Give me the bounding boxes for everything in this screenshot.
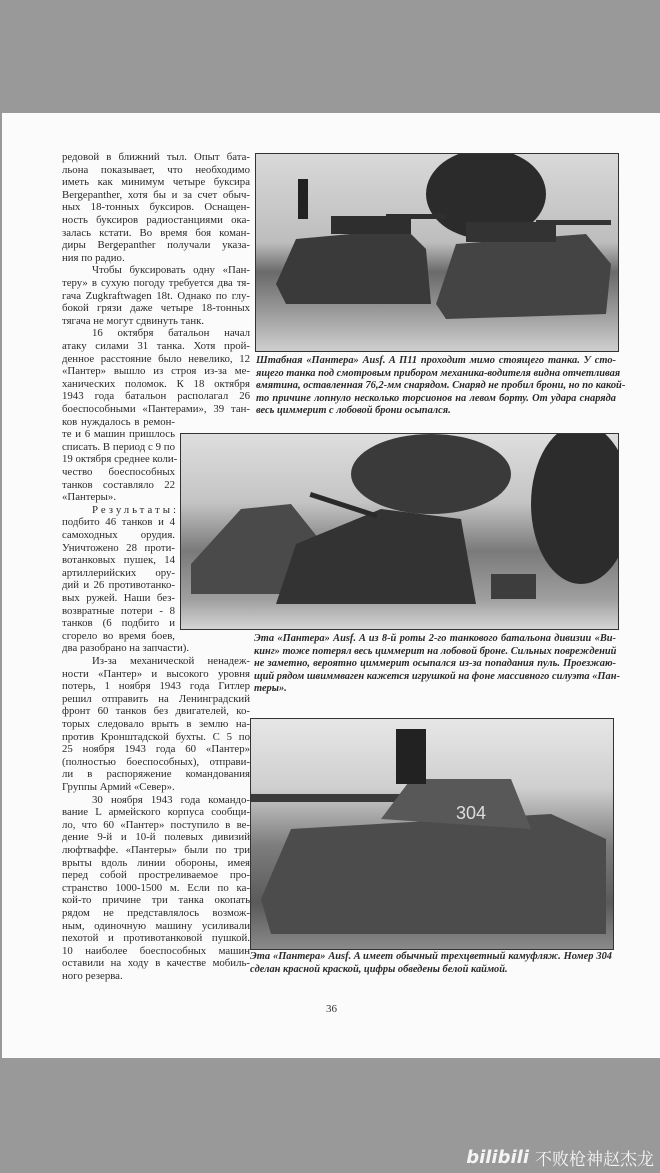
photo-caption-line: кинг» тоже потерял весь циммерит на лобовой броне. Сильных повреждений [254, 645, 617, 657]
photo-caption-line: Эта «Пантера» Ausf. A из 8-й роты 2-го танкового батальона дивизии «Ви- [254, 633, 616, 644]
text-line: люфтваффе. «Пантеры» были по три [62, 844, 250, 856]
photo-caption-line: Эта «Пантера» Ausf. A имеет обычный трехцветный камуфляж. Номер 304 [250, 951, 612, 962]
turret-number: 304 [456, 803, 487, 823]
text-line: ханических поломок. К 18 октября [62, 377, 250, 390]
tank-and-house-silhouettes [181, 434, 618, 629]
text-line: 25 ноября 1943 года 60 «Пантер» [62, 743, 250, 756]
text-line: дий и 26 противотанко- [62, 579, 175, 592]
watermark-user: 不败枪神赵杰龙 [535, 1150, 654, 1170]
text-line: «Пантеры». [62, 491, 117, 504]
photo-camouflaged-panther [250, 718, 614, 950]
text-line: списать. В период с 9 по [62, 440, 175, 453]
text-line: Группы Армий «Север». [62, 781, 175, 793]
text-line: гача Zugkraftwagen 18t. Однако по глу- [62, 289, 250, 302]
photo-viking-panther [180, 433, 619, 630]
text-line: перед собой простреливаемое про- [62, 869, 250, 882]
text-line: бокой грязи даже четыре 18-тонных [62, 302, 250, 315]
text-line: против Кронштадской бухты. С 5 по [62, 730, 250, 743]
text-line: денное расстояние было невелико, 12 [62, 352, 250, 365]
text-line: артиллерийских ору- [62, 566, 175, 579]
text-line: 1943 года батальон располагал 26 [62, 390, 250, 403]
text-line: ных 18-тонных буксиров. Оснащен- [62, 201, 250, 214]
text-line: (полностью боеспособных), отправи- [62, 755, 250, 768]
text-line: вание L армейского корпуса сообщи- [62, 806, 250, 819]
text-line: сгорело во время боев, [62, 629, 175, 642]
photo-caption-line: теры». [254, 683, 287, 695]
text-line: ного резерва. [62, 970, 123, 982]
page-number: 36 [326, 1003, 337, 1015]
tank-silhouette [251, 719, 613, 949]
text-line: ность буксиров радиостанциями ока- [62, 214, 250, 226]
text-line: самоходных орудия. [62, 529, 175, 541]
text-line: ли в распоряжение командования [62, 768, 250, 781]
text-line: фронт 60 танков без двигателей, ко- [62, 705, 250, 718]
text-line: торых следовало врыть в землю на- [62, 718, 250, 730]
text-line: странство 1000-1500 м. Если по ка- [62, 881, 250, 894]
text-line: Уничтожено 28 проти- [62, 541, 175, 554]
text-line: Чтобы буксировать одну «Пан- [92, 264, 250, 277]
text-line: танков составляло 22 [62, 478, 175, 491]
text-line: 10 наиболее боеспособных машин [62, 944, 250, 957]
text-line: подбито 46 танков и 4 [62, 516, 175, 529]
text-line: ным, одиночную машину усиливали [62, 919, 250, 932]
photo-caption-line: весь циммерит с лобовой брони осыпался. [256, 405, 451, 417]
text-line: возвратные потери - 8 [62, 604, 175, 617]
text-line: вотанковых пушек, 14 [62, 554, 175, 567]
text-line: вых ружей. Наши без- [62, 592, 175, 604]
text-line: Bergepanther, хотя бы и за счет обыч- [62, 188, 250, 201]
text-line: ло, что 60 «Пантер» поступило в ве- [62, 818, 250, 831]
text-line: пехотой и противотанковой пушкой. [62, 932, 250, 945]
text-line: рядом не представлялось возмож- [62, 907, 250, 919]
text-line: диры Bergepanther получали указа- [62, 239, 250, 252]
text-line: Результаты: [92, 503, 179, 516]
photo-caption-line: то причине лопнуло несколько торсионов на левом борту. От удара снаряда [256, 392, 616, 404]
text-line: атаку силами 31 танка. Хотя прой- [62, 340, 250, 352]
text-line: Из-за механической ненадеж- [92, 655, 250, 667]
photo-caption-line: не заметно, вероятно циммерит осыпался из-за попадания пуль. Проезжаю- [254, 658, 616, 670]
photo-caption-line: сделан красной краской, цифры обведены белой каймой. [250, 963, 508, 975]
text-line: чество боеспособных [62, 466, 175, 478]
text-line: те и 6 машин пришлось [62, 428, 175, 441]
photo-caption-line: ящего танка под смотровым прибором механика-водителя видна отчетливая [256, 367, 621, 379]
text-line: решил отправить на Ленинградский [62, 692, 250, 705]
text-line: два разобрано на запчасти). [62, 642, 190, 655]
text-line: 16 октября батальон начал [92, 327, 250, 340]
text-line: 30 ноября 1943 года командо- [92, 793, 250, 806]
photo-caption-line: Штабная «Пантера» Ausf. A П11 проходит мимо стоящего танка. У сто- [256, 355, 616, 366]
text-line: потерь, 1 ноября 1943 года Гитлер [62, 680, 250, 693]
text-line: танков (6 подбито и [62, 617, 175, 630]
bilibili-logo: bilibili [466, 1147, 529, 1168]
tank-silhouettes [256, 154, 618, 351]
text-line: дение 9-й и 10-й полевых дивизий [62, 831, 250, 844]
text-line: иметь как минимум четыре буксира [62, 176, 250, 189]
text-line: тягача не могут сдвинуть танк. [62, 314, 205, 327]
text-line: оставили на ходу в качестве мобиль- [62, 957, 250, 970]
text-line: врыты вдоль линии обороны, имея [62, 856, 250, 869]
photo-caption-line: щий рядом швиммваген кажется игрушкой на фоне массивного силуэта «Пан- [254, 670, 620, 682]
text-line: ния по радио. [62, 251, 125, 264]
text-line: залась кстати. Во время боя коман- [62, 226, 250, 239]
text-line: 19 октября среднее коли- [62, 453, 178, 466]
text-line: кой-то причине три танка окопать [62, 894, 250, 907]
photo-command-panther [255, 153, 619, 352]
text-line: теру» в сухую погоду требуется два тя- [62, 277, 250, 289]
text-line: льона показывает, что необходимо [62, 163, 250, 176]
text-line: редовой в ближний тыл. Опыт бата- [62, 151, 250, 163]
text-line: ков нуждалось в ремон- [62, 415, 175, 428]
text-line: боеспособными «Пантерами», 39 тан- [62, 403, 250, 415]
photo-caption-line: вмятина, оставленная 76,2-мм снарядом. Снаряд не пробил брони, но по какой- [256, 380, 626, 392]
text-line: ности «Пантер» и высокого уровня [62, 667, 250, 680]
text-line: «Пантер» вышло из строя из-за ме- [62, 365, 250, 378]
watermark [466, 1145, 654, 1170]
